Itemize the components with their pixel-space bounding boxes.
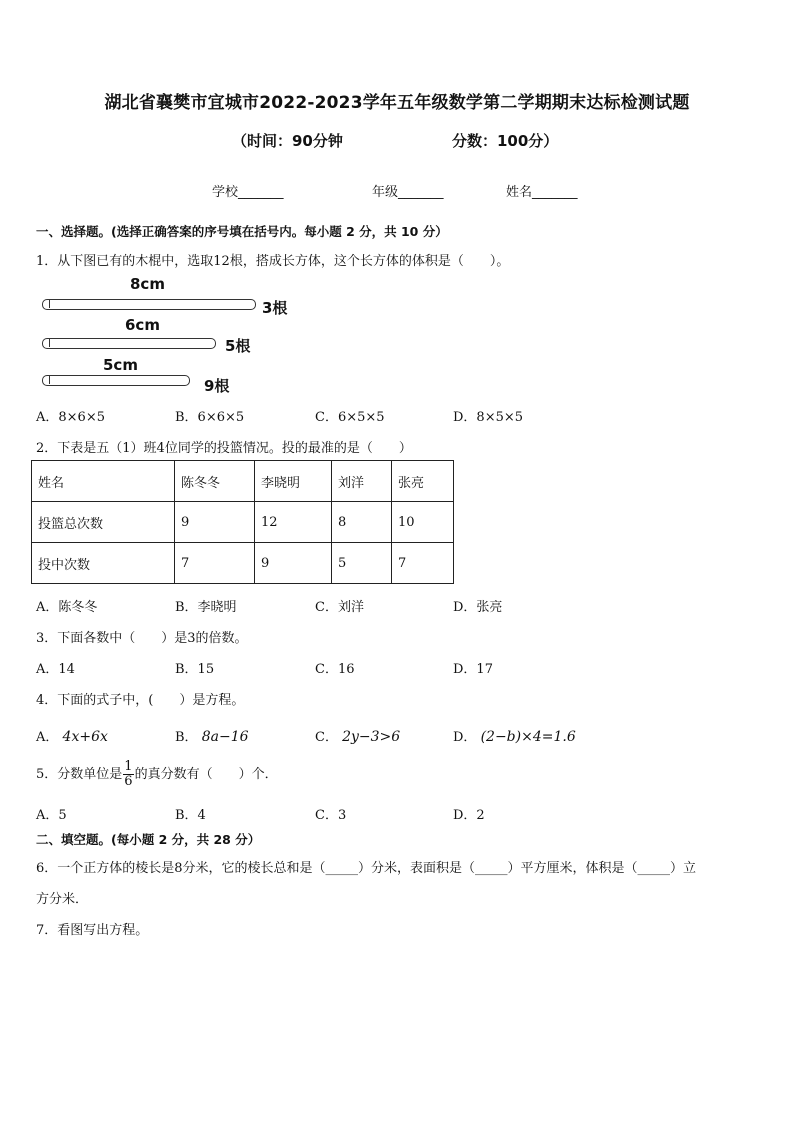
q7-text: 7．看图写出方程。 [36, 923, 149, 938]
q5-option-c: C．3 [315, 808, 347, 823]
q1-option-c: C．6×5×5 [315, 410, 385, 425]
table-cell: 9 [175, 502, 255, 543]
stick-length-8cm: 8cm [130, 275, 165, 293]
stick-count-6cm: 5根 [225, 337, 251, 355]
q1-text: 1．从下图已有的木棍中，选取12根，搭成长方体，这个长方体的体积是（ ）。 [36, 254, 510, 269]
table-cell: 7 [392, 543, 454, 584]
q3-option-a: A．14 [36, 662, 75, 677]
q2-option-b: B．李晓明 [175, 600, 237, 615]
q2-text: 2．下表是五（1）班4位同学的投篮情况。投的最准的是（ ） [36, 441, 412, 456]
q5-suffix: 的真分数有（ ）个． [134, 767, 278, 782]
section2-heading: 二、填空题。(每小题 2 分，共 28 分） [36, 832, 261, 847]
table-row [32, 461, 454, 502]
fraction-numerator: 1 [124, 759, 133, 774]
q4-option-b [175, 726, 249, 745]
option-label: B． [175, 730, 198, 745]
q2-option-d: D．张亮 [453, 600, 503, 615]
school-field: 学校_______ [212, 185, 284, 200]
q3-option-c: C．16 [315, 662, 355, 677]
expression: 8a−16 [201, 729, 249, 745]
grade-field: 年级_______ [372, 185, 444, 200]
shooting-table [31, 460, 454, 584]
table-cell: 投中次数 [32, 543, 175, 584]
q4-option-a [36, 726, 108, 745]
q5-text [36, 760, 278, 789]
table-cell: 陈冬冬 [175, 461, 255, 502]
table-cell: 投篮总次数 [32, 502, 175, 543]
exam-score: 分数：100分） [452, 132, 559, 150]
table-cell: 张亮 [392, 461, 454, 502]
option-label: C． [315, 730, 338, 745]
table-cell: 刘洋 [332, 461, 392, 502]
q5-option-d: D．2 [453, 808, 485, 823]
fraction-denominator: 6 [124, 774, 133, 789]
exam-time: （时间：90分钟 [232, 132, 343, 150]
table-cell: 10 [392, 502, 454, 543]
q6-text-line1: 6．一个正方体的棱长是8分米，它的棱长总和是（_____）分米，表面积是（_____）平方厘米，体积是（_____）立 [36, 861, 697, 876]
q6-text-line2: 方分米． [36, 892, 89, 907]
stick-length-5cm: 5cm [103, 356, 138, 374]
table-cell: 姓名 [32, 461, 175, 502]
q2-option-c: C．刘洋 [315, 600, 364, 615]
fraction-one-sixth [123, 760, 133, 789]
expression: (2−b)×4=1.6 [480, 729, 576, 745]
q4-option-d [453, 726, 576, 745]
option-label: A． [36, 730, 59, 745]
table-cell: 9 [255, 543, 332, 584]
table-cell: 7 [175, 543, 255, 584]
stick-5cm-shape [42, 375, 190, 386]
expression: 2y−3>6 [342, 729, 401, 745]
exam-title: 湖北省襄樊市宜城市2022-2023学年五年级数学第二学期期末达标检测试题 [104, 93, 690, 113]
table-cell: 李晓明 [255, 461, 332, 502]
q1-option-a: A．8×6×5 [36, 410, 105, 425]
q4-option-c [315, 726, 400, 745]
option-label: D． [453, 730, 477, 745]
expression: 4x+6x [62, 729, 108, 745]
stick-6cm-shape [42, 338, 216, 349]
q1-option-d: D．8×5×5 [453, 410, 524, 425]
section1-heading: 一、选择题。(选择正确答案的序号填在括号内。每小题 2 分，共 10 分） [36, 224, 448, 239]
stick-count-5cm: 9根 [204, 377, 230, 395]
q5-option-a: A．5 [36, 808, 67, 823]
q5-option-b: B．4 [175, 808, 206, 823]
stick-count-8cm: 3根 [262, 299, 288, 317]
table-cell: 8 [332, 502, 392, 543]
q3-option-b: B．15 [175, 662, 215, 677]
q4-text: 4．下面的式子中，( ）是方程。 [36, 693, 245, 708]
name-field: 姓名_______ [506, 185, 578, 200]
table-row [32, 502, 454, 543]
table-row [32, 543, 454, 584]
table-cell: 12 [255, 502, 332, 543]
q2-option-a: A．陈冬冬 [36, 600, 98, 615]
q1-option-b: B．6×6×5 [175, 410, 245, 425]
stick-8cm-shape [42, 299, 256, 310]
table-cell: 5 [332, 543, 392, 584]
q3-option-d: D．17 [453, 662, 493, 677]
q3-text: 3．下面各数中（ ）是3的倍数。 [36, 631, 248, 646]
q5-prefix: 5．分数单位是 [36, 767, 123, 782]
stick-length-6cm: 6cm [125, 316, 160, 334]
